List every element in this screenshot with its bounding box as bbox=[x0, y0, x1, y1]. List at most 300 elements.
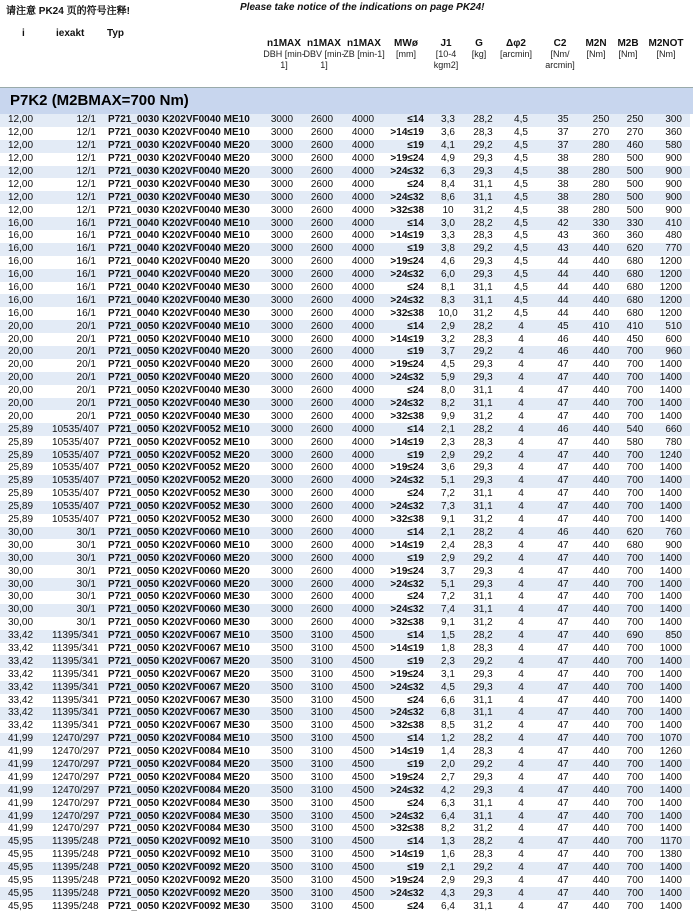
cell-ratio-exact: 12/1 bbox=[50, 127, 102, 140]
cell-weight-g: 31,1 bbox=[466, 591, 500, 604]
table-row bbox=[0, 449, 690, 462]
cell-n1max-dbh: 3500 bbox=[262, 875, 302, 888]
cell-ratio-exact: 12/1 bbox=[50, 204, 102, 217]
cell-n1max-dbv: 3100 bbox=[302, 759, 342, 772]
cell-n1max-dbv: 3100 bbox=[302, 849, 342, 862]
cell-m2b: 700 bbox=[618, 617, 652, 630]
cell-backlash: 4 bbox=[500, 733, 542, 746]
cell-n1max-dbv: 3100 bbox=[302, 720, 342, 733]
cell-mw: >32≤38 bbox=[384, 823, 430, 836]
cell-m2not: 960 bbox=[652, 346, 690, 359]
cell-n1max-dbv: 2600 bbox=[302, 153, 342, 166]
cell-m2n: 440 bbox=[584, 385, 618, 398]
cell-n1max-zb: 4000 bbox=[342, 346, 384, 359]
cell-ratio-i: 45,95 bbox=[0, 875, 50, 888]
cell-m2n: 440 bbox=[584, 849, 618, 862]
cell-j1: 7,2 bbox=[430, 488, 466, 501]
cell-weight-g: 28,2 bbox=[466, 836, 500, 849]
cell-c2: 47 bbox=[542, 823, 584, 836]
cell-mw: >14≤19 bbox=[384, 333, 430, 346]
cell-ratio-i: 25,89 bbox=[0, 501, 50, 514]
cell-n1max-dbv: 2600 bbox=[302, 114, 342, 127]
cell-n1max-zb: 4000 bbox=[342, 591, 384, 604]
cell-backlash: 4 bbox=[500, 488, 542, 501]
cell-m2not: 1400 bbox=[652, 462, 690, 475]
cell-m2b: 680 bbox=[618, 294, 652, 307]
cell-m2b: 700 bbox=[618, 604, 652, 617]
cell-ratio-exact: 11395/341 bbox=[50, 643, 102, 656]
cell-type: P721_0050 K202VF0067 ME30 bbox=[102, 707, 262, 720]
cell-ratio-i: 25,89 bbox=[0, 462, 50, 475]
table-row bbox=[0, 784, 690, 797]
table-row bbox=[0, 488, 690, 501]
cell-j1: 2,9 bbox=[430, 449, 466, 462]
table-row bbox=[0, 823, 690, 836]
cell-m2not: 510 bbox=[652, 320, 690, 333]
cell-m2n: 280 bbox=[584, 140, 618, 153]
cell-m2b: 700 bbox=[618, 694, 652, 707]
cell-mw: >24≤32 bbox=[384, 294, 430, 307]
cell-weight-g: 31,2 bbox=[466, 720, 500, 733]
cell-ratio-exact: 16/1 bbox=[50, 269, 102, 282]
cell-n1max-dbv: 3100 bbox=[302, 630, 342, 643]
cell-n1max-dbh: 3500 bbox=[262, 823, 302, 836]
cell-ratio-i: 33,42 bbox=[0, 655, 50, 668]
header-m2n: M2N [Nm] bbox=[585, 38, 607, 59]
cell-m2n: 440 bbox=[584, 346, 618, 359]
cell-type: P721_0050 K202VF0060 ME30 bbox=[102, 591, 262, 604]
cell-weight-g: 29,3 bbox=[466, 359, 500, 372]
table-row bbox=[0, 746, 690, 759]
cell-n1max-dbh: 3000 bbox=[262, 114, 302, 127]
cell-type: P721_0030 K202VF0040 ME20 bbox=[102, 140, 262, 153]
cell-m2n: 440 bbox=[584, 410, 618, 423]
cell-weight-g: 29,2 bbox=[466, 243, 500, 256]
cell-m2not: 1400 bbox=[652, 681, 690, 694]
cell-j1: 3,1 bbox=[430, 668, 466, 681]
cell-j1: 5,9 bbox=[430, 372, 466, 385]
cell-m2b: 680 bbox=[618, 282, 652, 295]
cell-n1max-zb: 4500 bbox=[342, 771, 384, 784]
cell-type: P721_0050 K202VF0084 ME20 bbox=[102, 784, 262, 797]
cell-mw: ≤19 bbox=[384, 862, 430, 875]
cell-n1max-dbv: 2600 bbox=[302, 256, 342, 269]
header-n1max-dbv: n1MAX DBV [min-1] bbox=[303, 38, 345, 70]
cell-n1max-zb: 4000 bbox=[342, 140, 384, 153]
header-n1max-zb: n1MAX ZB [min-1] bbox=[343, 38, 385, 59]
cell-c2: 47 bbox=[542, 514, 584, 527]
cell-backlash: 4 bbox=[500, 862, 542, 875]
cell-ratio-i: 25,89 bbox=[0, 423, 50, 436]
cell-n1max-dbv: 2600 bbox=[302, 514, 342, 527]
cell-mw: ≤19 bbox=[384, 759, 430, 772]
table-row bbox=[0, 887, 690, 900]
cell-c2: 47 bbox=[542, 604, 584, 617]
cell-ratio-i: 33,42 bbox=[0, 720, 50, 733]
cell-j1: 8,6 bbox=[430, 191, 466, 204]
cell-n1max-dbv: 3100 bbox=[302, 784, 342, 797]
cell-c2: 46 bbox=[542, 423, 584, 436]
cell-n1max-zb: 4000 bbox=[342, 488, 384, 501]
cell-mw: >14≤19 bbox=[384, 539, 430, 552]
cell-n1max-zb: 4500 bbox=[342, 784, 384, 797]
cell-m2b: 700 bbox=[618, 810, 652, 823]
cell-backlash: 4,5 bbox=[500, 140, 542, 153]
cell-mw: ≤24 bbox=[384, 488, 430, 501]
table-row bbox=[0, 256, 690, 269]
cell-type: P721_0050 K202VF0084 ME10 bbox=[102, 733, 262, 746]
cell-n1max-zb: 4000 bbox=[342, 527, 384, 540]
cell-mw: ≤19 bbox=[384, 655, 430, 668]
cell-mw: ≤24 bbox=[384, 385, 430, 398]
cell-j1: 1,3 bbox=[430, 836, 466, 849]
cell-ratio-i: 30,00 bbox=[0, 617, 50, 630]
cell-c2: 47 bbox=[542, 784, 584, 797]
cell-m2n: 440 bbox=[584, 875, 618, 888]
cell-n1max-zb: 4000 bbox=[342, 372, 384, 385]
cell-m2n: 440 bbox=[584, 539, 618, 552]
cell-m2n: 440 bbox=[584, 527, 618, 540]
cell-type: P721_0050 K202VF0040 ME10 bbox=[102, 333, 262, 346]
cell-n1max-dbv: 3100 bbox=[302, 810, 342, 823]
cell-j1: 2,0 bbox=[430, 759, 466, 772]
table-row bbox=[0, 140, 690, 153]
table-row bbox=[0, 875, 690, 888]
cell-weight-g: 31,1 bbox=[466, 604, 500, 617]
cell-weight-g: 29,3 bbox=[466, 771, 500, 784]
cell-type: P721_0050 K202VF0067 ME30 bbox=[102, 720, 262, 733]
cell-type: P721_0050 K202VF0067 ME30 bbox=[102, 694, 262, 707]
table-row bbox=[0, 565, 690, 578]
cell-ratio-exact: 12470/297 bbox=[50, 733, 102, 746]
cell-ratio-i: 41,99 bbox=[0, 784, 50, 797]
cell-c2: 38 bbox=[542, 178, 584, 191]
cell-m2n: 440 bbox=[584, 501, 618, 514]
cell-n1max-dbv: 3100 bbox=[302, 797, 342, 810]
cell-n1max-dbh: 3500 bbox=[262, 643, 302, 656]
cell-c2: 44 bbox=[542, 294, 584, 307]
cell-c2: 44 bbox=[542, 282, 584, 295]
cell-m2b: 700 bbox=[618, 823, 652, 836]
table-row bbox=[0, 153, 690, 166]
cell-weight-g: 29,3 bbox=[466, 784, 500, 797]
cell-n1max-dbv: 3100 bbox=[302, 707, 342, 720]
cell-c2: 44 bbox=[542, 307, 584, 320]
cell-m2not: 1400 bbox=[652, 655, 690, 668]
cell-ratio-i: 16,00 bbox=[0, 217, 50, 230]
cell-j1: 7,4 bbox=[430, 604, 466, 617]
cell-weight-g: 28,2 bbox=[466, 630, 500, 643]
cell-weight-g: 29,2 bbox=[466, 862, 500, 875]
cell-n1max-zb: 4000 bbox=[342, 385, 384, 398]
cell-type: P721_0050 K202VF0040 ME20 bbox=[102, 372, 262, 385]
cell-n1max-dbh: 3000 bbox=[262, 333, 302, 346]
cell-n1max-dbh: 3500 bbox=[262, 900, 302, 913]
table-row bbox=[0, 771, 690, 784]
cell-m2b: 680 bbox=[618, 307, 652, 320]
cell-m2b: 680 bbox=[618, 269, 652, 282]
cell-ratio-i: 30,00 bbox=[0, 604, 50, 617]
cell-j1: 3,6 bbox=[430, 462, 466, 475]
cell-type: P721_0050 K202VF0067 ME20 bbox=[102, 681, 262, 694]
cell-c2: 47 bbox=[542, 462, 584, 475]
cell-c2: 47 bbox=[542, 398, 584, 411]
cell-weight-g: 29,3 bbox=[466, 372, 500, 385]
cell-m2not: 1400 bbox=[652, 771, 690, 784]
cell-type: P721_0050 K202VF0060 ME20 bbox=[102, 552, 262, 565]
cell-ratio-exact: 11395/248 bbox=[50, 849, 102, 862]
cell-backlash: 4 bbox=[500, 578, 542, 591]
cell-weight-g: 31,2 bbox=[466, 617, 500, 630]
cell-type: P721_0030 K202VF0040 ME30 bbox=[102, 191, 262, 204]
cell-j1: 5,1 bbox=[430, 578, 466, 591]
cell-n1max-dbh: 3500 bbox=[262, 771, 302, 784]
cell-n1max-dbh: 3000 bbox=[262, 269, 302, 282]
cell-c2: 47 bbox=[542, 475, 584, 488]
cell-n1max-dbh: 3500 bbox=[262, 694, 302, 707]
top-note bbox=[4, 2, 689, 16]
table-row bbox=[0, 127, 690, 140]
cell-n1max-dbh: 3000 bbox=[262, 217, 302, 230]
header-dphi2: Δφ2 [arcmin] bbox=[499, 38, 532, 59]
cell-j1: 8,2 bbox=[430, 823, 466, 836]
cell-backlash: 4 bbox=[500, 565, 542, 578]
cell-backlash: 4 bbox=[500, 346, 542, 359]
cell-type: P721_0050 K202VF0084 ME20 bbox=[102, 771, 262, 784]
cell-j1: 3,8 bbox=[430, 243, 466, 256]
cell-mw: >32≤38 bbox=[384, 617, 430, 630]
cell-n1max-dbv: 3100 bbox=[302, 746, 342, 759]
cell-ratio-exact: 12470/297 bbox=[50, 810, 102, 823]
cell-m2b: 700 bbox=[618, 900, 652, 913]
cell-n1max-zb: 4500 bbox=[342, 681, 384, 694]
cell-weight-g: 31,1 bbox=[466, 900, 500, 913]
cell-m2not: 1070 bbox=[652, 733, 690, 746]
table-row bbox=[0, 759, 690, 772]
cell-weight-g: 31,1 bbox=[466, 810, 500, 823]
cell-backlash: 4 bbox=[500, 617, 542, 630]
cell-n1max-dbh: 3000 bbox=[262, 243, 302, 256]
cell-backlash: 4 bbox=[500, 849, 542, 862]
cell-type: P721_0050 K202VF0052 ME20 bbox=[102, 462, 262, 475]
cell-c2: 35 bbox=[542, 114, 584, 127]
cell-type: P721_0050 K202VF0092 ME20 bbox=[102, 887, 262, 900]
cell-n1max-zb: 4500 bbox=[342, 668, 384, 681]
note-chinese: 请注意 PK24 页的符号注释! bbox=[6, 6, 130, 17]
cell-m2b: 620 bbox=[618, 243, 652, 256]
cell-weight-g: 31,2 bbox=[466, 823, 500, 836]
cell-mw: >19≤24 bbox=[384, 771, 430, 784]
cell-n1max-zb: 4500 bbox=[342, 900, 384, 913]
cell-m2n: 440 bbox=[584, 604, 618, 617]
cell-n1max-zb: 4000 bbox=[342, 514, 384, 527]
cell-m2n: 440 bbox=[584, 398, 618, 411]
cell-mw: >24≤32 bbox=[384, 398, 430, 411]
cell-weight-g: 28,2 bbox=[466, 320, 500, 333]
cell-type: P721_0050 K202VF0067 ME20 bbox=[102, 668, 262, 681]
cell-type: P721_0050 K202VF0052 ME20 bbox=[102, 449, 262, 462]
cell-n1max-zb: 4000 bbox=[342, 462, 384, 475]
cell-n1max-dbv: 2600 bbox=[302, 230, 342, 243]
cell-backlash: 4 bbox=[500, 784, 542, 797]
cell-j1: 2,9 bbox=[430, 552, 466, 565]
cell-m2not: 1400 bbox=[652, 668, 690, 681]
cell-type: P721_0040 K202VF0040 ME20 bbox=[102, 243, 262, 256]
cell-m2n: 440 bbox=[584, 617, 618, 630]
cell-m2b: 680 bbox=[618, 256, 652, 269]
cell-ratio-exact: 11395/248 bbox=[50, 836, 102, 849]
cell-ratio-i: 12,00 bbox=[0, 127, 50, 140]
cell-n1max-dbh: 3000 bbox=[262, 578, 302, 591]
cell-j1: 10,0 bbox=[430, 307, 466, 320]
cell-m2not: 1400 bbox=[652, 578, 690, 591]
data-table bbox=[0, 114, 690, 913]
table-row bbox=[0, 552, 690, 565]
cell-mw: ≤19 bbox=[384, 449, 430, 462]
cell-m2b: 700 bbox=[618, 346, 652, 359]
cell-c2: 47 bbox=[542, 372, 584, 385]
cell-m2b: 690 bbox=[618, 630, 652, 643]
cell-j1: 1,6 bbox=[430, 849, 466, 862]
cell-m2b: 700 bbox=[618, 398, 652, 411]
cell-ratio-i: 25,89 bbox=[0, 514, 50, 527]
cell-n1max-dbv: 2600 bbox=[302, 269, 342, 282]
cell-m2not: 1400 bbox=[652, 887, 690, 900]
cell-m2not: 900 bbox=[652, 178, 690, 191]
cell-m2not: 1400 bbox=[652, 694, 690, 707]
cell-m2n: 440 bbox=[584, 552, 618, 565]
table-row bbox=[0, 604, 690, 617]
cell-m2not: 1400 bbox=[652, 372, 690, 385]
cell-n1max-dbv: 2600 bbox=[302, 282, 342, 295]
cell-n1max-zb: 4500 bbox=[342, 694, 384, 707]
cell-ratio-exact: 12/1 bbox=[50, 114, 102, 127]
cell-m2not: 1000 bbox=[652, 643, 690, 656]
cell-mw: >14≤19 bbox=[384, 746, 430, 759]
cell-m2n: 440 bbox=[584, 823, 618, 836]
cell-n1max-zb: 4500 bbox=[342, 849, 384, 862]
cell-backlash: 4 bbox=[500, 836, 542, 849]
cell-type: P721_0050 K202VF0092 ME10 bbox=[102, 836, 262, 849]
cell-backlash: 4 bbox=[500, 385, 542, 398]
cell-backlash: 4 bbox=[500, 771, 542, 784]
cell-mw: >24≤32 bbox=[384, 810, 430, 823]
header-iexakt: iexakt bbox=[56, 28, 85, 39]
cell-weight-g: 31,2 bbox=[466, 307, 500, 320]
cell-n1max-dbh: 3000 bbox=[262, 385, 302, 398]
cell-mw: >24≤32 bbox=[384, 578, 430, 591]
cell-backlash: 4,5 bbox=[500, 269, 542, 282]
cell-type: P721_0030 K202VF0040 ME10 bbox=[102, 127, 262, 140]
cell-backlash: 4,5 bbox=[500, 243, 542, 256]
cell-backlash: 4 bbox=[500, 501, 542, 514]
cell-type: P721_0050 K202VF0060 ME10 bbox=[102, 539, 262, 552]
cell-ratio-exact: 12/1 bbox=[50, 191, 102, 204]
note-english: Please take notice of the indications on page PK24! bbox=[240, 2, 485, 13]
cell-backlash: 4,5 bbox=[500, 191, 542, 204]
cell-n1max-dbh: 3000 bbox=[262, 462, 302, 475]
cell-ratio-exact: 12/1 bbox=[50, 153, 102, 166]
cell-n1max-zb: 4000 bbox=[342, 410, 384, 423]
cell-c2: 47 bbox=[542, 771, 584, 784]
cell-n1max-zb: 4500 bbox=[342, 655, 384, 668]
cell-m2not: 760 bbox=[652, 527, 690, 540]
cell-mw: >14≤19 bbox=[384, 849, 430, 862]
cell-j1: 4,2 bbox=[430, 784, 466, 797]
cell-mw: >19≤24 bbox=[384, 256, 430, 269]
cell-c2: 47 bbox=[542, 643, 584, 656]
cell-m2b: 700 bbox=[618, 385, 652, 398]
table-row bbox=[0, 294, 690, 307]
cell-m2n: 440 bbox=[584, 707, 618, 720]
cell-ratio-exact: 10535/407 bbox=[50, 436, 102, 449]
table-row bbox=[0, 346, 690, 359]
cell-type: P721_0050 K202VF0052 ME10 bbox=[102, 436, 262, 449]
cell-mw: ≤14 bbox=[384, 423, 430, 436]
cell-weight-g: 29,2 bbox=[466, 346, 500, 359]
cell-n1max-dbh: 3000 bbox=[262, 617, 302, 630]
cell-m2n: 440 bbox=[584, 733, 618, 746]
cell-ratio-exact: 12470/297 bbox=[50, 759, 102, 772]
section-header bbox=[0, 87, 693, 114]
table-header bbox=[0, 24, 693, 88]
cell-mw: >19≤24 bbox=[384, 153, 430, 166]
cell-mw: >24≤32 bbox=[384, 166, 430, 179]
cell-mw: >24≤32 bbox=[384, 681, 430, 694]
table-row bbox=[0, 178, 690, 191]
cell-m2b: 680 bbox=[618, 539, 652, 552]
cell-m2n: 440 bbox=[584, 810, 618, 823]
cell-n1max-dbh: 3000 bbox=[262, 565, 302, 578]
cell-weight-g: 31,1 bbox=[466, 282, 500, 295]
cell-weight-g: 28,3 bbox=[466, 230, 500, 243]
cell-type: P721_0050 K202VF0060 ME20 bbox=[102, 565, 262, 578]
cell-c2: 43 bbox=[542, 230, 584, 243]
cell-backlash: 4,5 bbox=[500, 230, 542, 243]
cell-type: P721_0050 K202VF0092 ME20 bbox=[102, 875, 262, 888]
cell-ratio-i: 33,42 bbox=[0, 668, 50, 681]
table-row bbox=[0, 681, 690, 694]
cell-m2not: 580 bbox=[652, 140, 690, 153]
cell-backlash: 4 bbox=[500, 436, 542, 449]
cell-n1max-dbv: 3100 bbox=[302, 655, 342, 668]
cell-weight-g: 28,2 bbox=[466, 217, 500, 230]
cell-weight-g: 31,1 bbox=[466, 398, 500, 411]
cell-n1max-dbh: 3000 bbox=[262, 514, 302, 527]
cell-j1: 3,2 bbox=[430, 333, 466, 346]
cell-n1max-dbh: 3500 bbox=[262, 746, 302, 759]
cell-ratio-i: 30,00 bbox=[0, 591, 50, 604]
cell-m2b: 700 bbox=[618, 643, 652, 656]
table-row bbox=[0, 514, 690, 527]
cell-j1: 3,7 bbox=[430, 346, 466, 359]
cell-mw: >14≤19 bbox=[384, 643, 430, 656]
cell-ratio-i: 16,00 bbox=[0, 269, 50, 282]
cell-c2: 47 bbox=[542, 733, 584, 746]
cell-m2not: 660 bbox=[652, 423, 690, 436]
cell-j1: 6,3 bbox=[430, 166, 466, 179]
cell-n1max-dbv: 2600 bbox=[302, 294, 342, 307]
cell-n1max-zb: 4000 bbox=[342, 230, 384, 243]
cell-n1max-zb: 4000 bbox=[342, 191, 384, 204]
cell-weight-g: 28,3 bbox=[466, 333, 500, 346]
cell-ratio-i: 16,00 bbox=[0, 230, 50, 243]
cell-n1max-zb: 4000 bbox=[342, 449, 384, 462]
cell-n1max-dbh: 3000 bbox=[262, 552, 302, 565]
cell-m2n: 440 bbox=[584, 307, 618, 320]
cell-m2b: 500 bbox=[618, 153, 652, 166]
cell-c2: 38 bbox=[542, 153, 584, 166]
